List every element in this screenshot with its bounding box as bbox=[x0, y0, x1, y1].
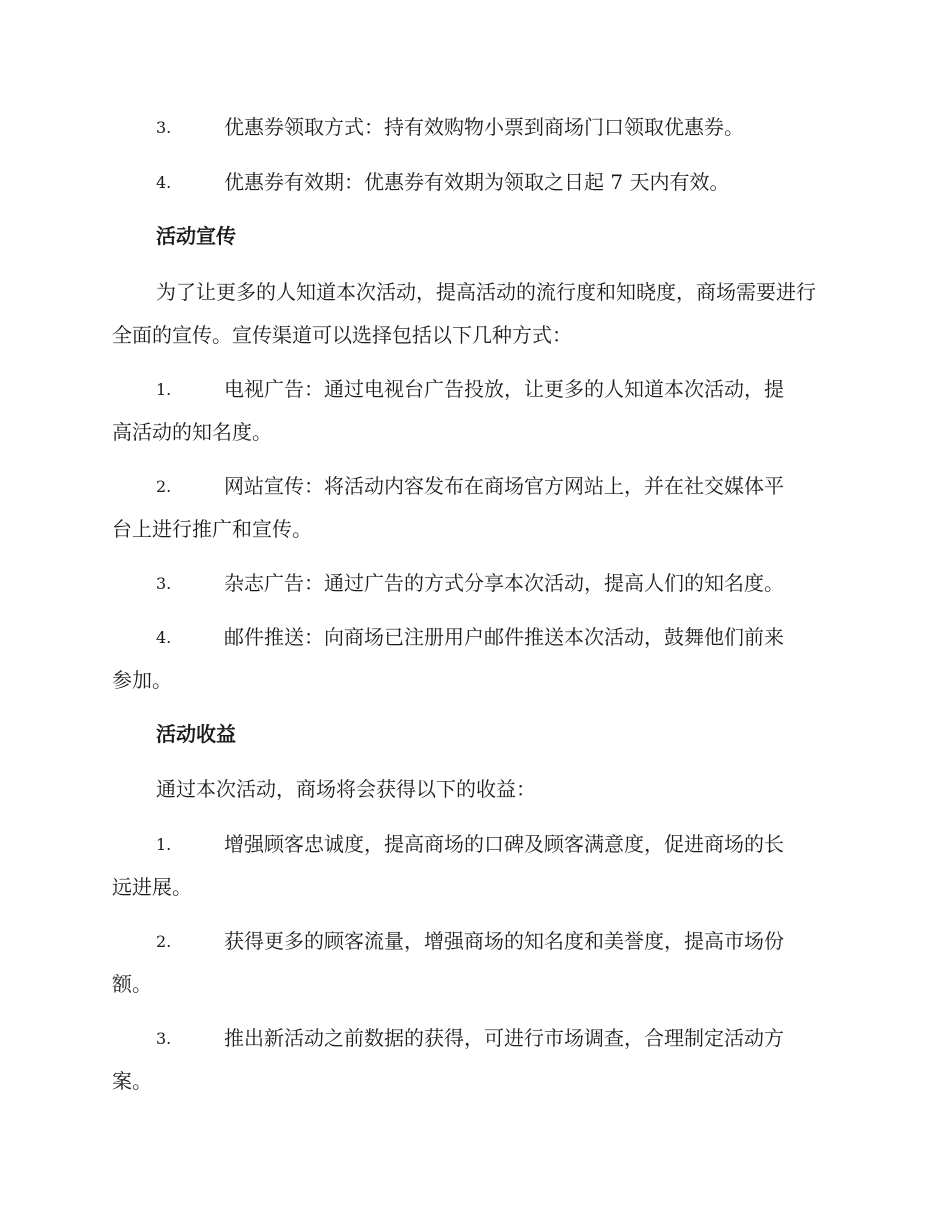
list-item bbox=[112, 465, 834, 551]
list-text-continued: 远进展。 bbox=[112, 875, 192, 899]
paragraph: 通过本次活动，商场将会获得以下的收益： bbox=[156, 777, 536, 801]
list-item bbox=[112, 1017, 834, 1103]
list-text: 获得更多的顾客流量，增强商场的知名度和美誉度，提高市场份 bbox=[224, 929, 784, 953]
list-item bbox=[112, 616, 834, 702]
list-text: 优惠券有效期：优惠券有效期为领取之日起 7 天内有效。 bbox=[224, 170, 730, 194]
list-text: 电视广告：通过电视台广告投放，让更多的人知道本次活动，提 bbox=[224, 377, 784, 401]
list-number: 4. bbox=[156, 173, 172, 192]
list-number: 2. bbox=[156, 477, 172, 496]
list-number: 3. bbox=[156, 118, 172, 137]
list-text-continued: 案。 bbox=[112, 1069, 152, 1093]
paragraph: 为了让更多的人知道本次活动，提高活动的流行度和知晓度，商场需要进行全面的宣传。宣传渠道可以选择包括以下几种方式： bbox=[112, 280, 816, 347]
list-number: 3. bbox=[156, 1029, 172, 1048]
list-text-continued: 额。 bbox=[112, 972, 152, 996]
list-text-continued: 高活动的知名度。 bbox=[112, 420, 272, 444]
list-number: 2. bbox=[156, 932, 172, 951]
section-heading: 活动收益 bbox=[156, 722, 236, 746]
list-text-continued: 台上进行推广和宣传。 bbox=[112, 517, 312, 541]
list-text: 杂志广告：通过广告的方式分享本次活动，提高人们的知名度。 bbox=[224, 571, 784, 595]
list-text-continued: 参加。 bbox=[112, 668, 172, 692]
list-number: 1. bbox=[156, 380, 172, 399]
section-heading: 活动宣传 bbox=[156, 224, 236, 248]
list-item bbox=[112, 920, 834, 1006]
list-number: 4. bbox=[156, 628, 172, 647]
list-text: 邮件推送：向商场已注册用户邮件推送本次活动，鼓舞他们前来 bbox=[224, 625, 784, 649]
list-item bbox=[112, 368, 834, 454]
list-number: 3. bbox=[156, 574, 172, 593]
list-text: 优惠券领取方式：持有效购物小票到商场门口领取优惠券。 bbox=[224, 115, 744, 139]
list-text: 增强顾客忠诚度，提高商场的口碑及顾客满意度，促进商场的长 bbox=[224, 832, 784, 856]
list-item bbox=[112, 823, 834, 909]
list-number: 1. bbox=[156, 835, 172, 854]
list-text: 网站宣传：将活动内容发布在商场官方网站上，并在社交媒体平 bbox=[224, 474, 784, 498]
list-text: 推出新活动之前数据的获得，可进行市场调查，合理制定活动方 bbox=[224, 1026, 784, 1050]
